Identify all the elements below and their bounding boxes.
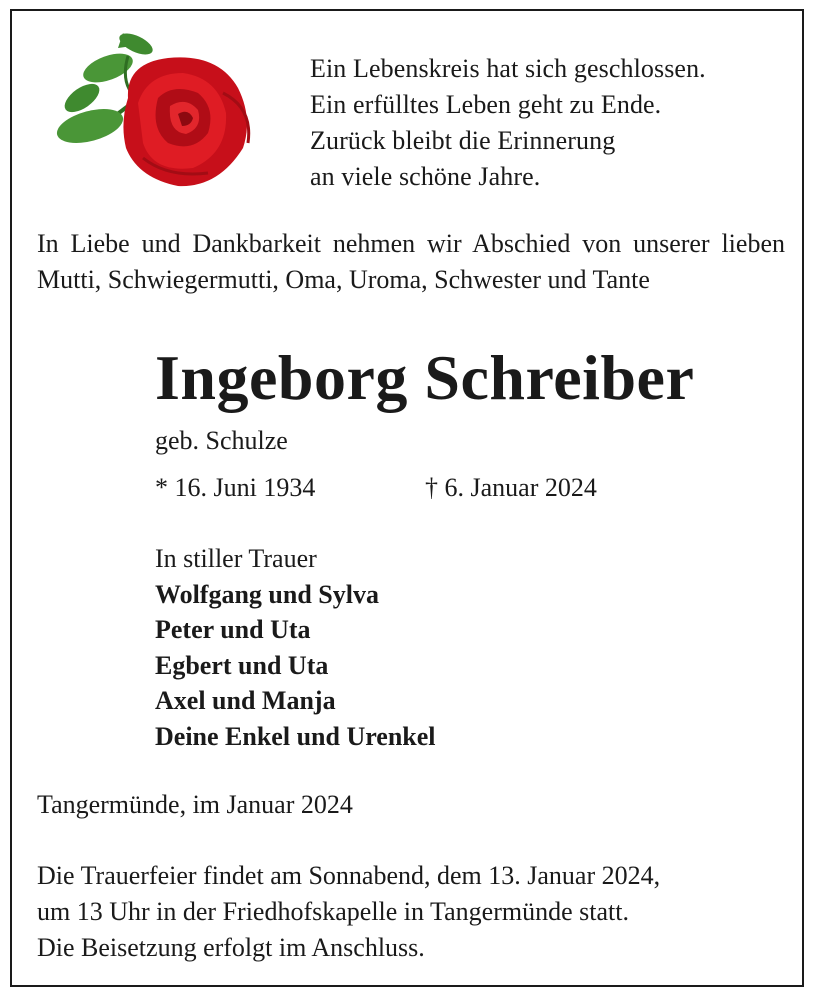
birth-date: * 16. Juni 1934	[155, 473, 316, 502]
place-date: Tangermünde, im Januar 2024	[37, 790, 353, 819]
mourners-list	[155, 541, 436, 754]
deceased-name: Ingeborg Schreiber	[155, 342, 695, 413]
service-info	[37, 858, 660, 966]
service-line: um 13 Uhr in der Friedhofskapelle in Tangermünde statt.	[37, 897, 629, 926]
service-line: Die Trauerfeier findet am Sonnabend, dem 13. Januar 2024,	[37, 861, 661, 890]
farewell-intro: In Liebe und Dankbarkeit nehmen wir Abschied von unserer lieben Mutti, Schwiegermutti, Oma, Uroma, Schwester und Tante	[37, 229, 785, 294]
poem-line: an viele schöne Jahre.	[310, 162, 541, 191]
mourner-name: Axel und Manja	[155, 686, 336, 715]
mourner-name: Wolfgang und Sylva	[155, 579, 379, 609]
death-date: † 6. Januar 2024	[425, 473, 597, 502]
mourning-intro: In stiller Trauer	[155, 544, 317, 573]
poem	[310, 51, 706, 195]
rose-icon	[48, 28, 268, 193]
poem-line: Ein erfülltes Leben geht zu Ende.	[310, 90, 662, 119]
poem-line: Zurück bleibt die Erinnerung	[310, 126, 616, 155]
service-line: Die Beisetzung erfolgt im Anschluss.	[37, 933, 425, 962]
maiden-name: geb. Schulze	[155, 426, 288, 455]
mourner-name: Egbert und Uta	[155, 650, 329, 680]
poem-line: Ein Lebenskreis hat sich geschlossen.	[310, 54, 706, 83]
mourner-name: Peter und Uta	[155, 615, 311, 644]
mourner-name: Deine Enkel und Urenkel	[155, 721, 436, 751]
